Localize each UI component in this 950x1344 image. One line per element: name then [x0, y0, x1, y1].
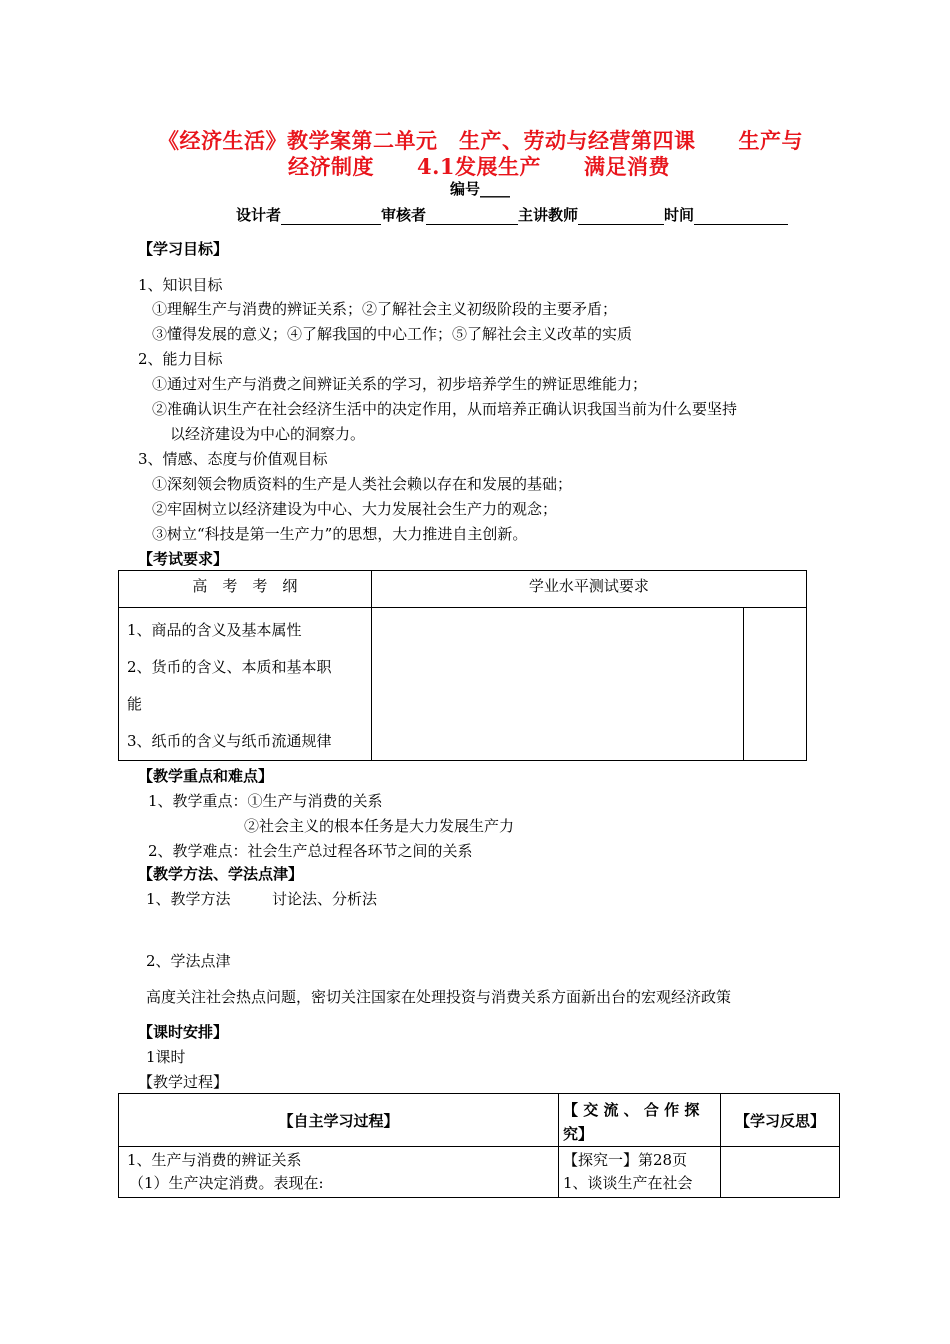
method-label: 1、教学方法	[146, 890, 231, 908]
knowledge-line-2: ③懂得发展的意义；④了解我国的中心工作；⑤了解社会主义改革的实质	[152, 325, 633, 343]
knowledge-line-1: ①理解生产与消费的辨证关系；②了解社会主义初级阶段的主要矛盾；	[152, 300, 618, 318]
methods-heading: 【教学方法、学法点津】	[138, 865, 304, 883]
exam-col1-header: 高 考 考 纲	[119, 571, 372, 608]
title-line-2: 经济制度 4.1发展生产 满足消费	[288, 154, 671, 179]
process-col2-header-line1: 【 交 流 、 合 作 探	[563, 1101, 700, 1119]
ability-line-2: ②准确认识生产在社会经济生活中的决定作用，从而培养正确认识我国当前为什么要坚持	[152, 400, 738, 418]
reviewer-label: 审核者	[381, 206, 427, 224]
reflection-cell	[721, 1147, 840, 1198]
exam-item-2: 2、货币的含义、本质和基本职	[127, 658, 332, 676]
method-value: 讨论法、分析法	[272, 890, 378, 908]
emotion-line-3: ③树立“科技是第一生产力”的思想，大力推进自主创新。	[152, 525, 528, 543]
title-line-1: 《经济生活》教学案第二单元 生产、劳动与经营第四课 生产与	[158, 128, 803, 153]
exam-item-1: 1、商品的含义及基本属性	[127, 621, 302, 639]
ability-line-3: 以经济建设为中心的洞察力。	[170, 425, 366, 443]
ability-title: 2、能力目标	[138, 350, 223, 368]
explore-line1: 【探究一】第28页	[563, 1151, 688, 1169]
process-col2-header	[559, 1094, 721, 1147]
study-label: 2、学法点津	[146, 952, 231, 970]
exam-requirements-cell	[371, 608, 743, 761]
process-table	[118, 1093, 840, 1198]
explore-line2: 1、谈谈生产在社会	[563, 1174, 693, 1192]
knowledge-title: 1、知识目标	[138, 276, 223, 294]
emotion-line-1: ①深刻领会物质资料的生产是人类社会赖以存在和发展的基础；	[152, 475, 573, 493]
process-heading: 【教学过程】	[138, 1073, 229, 1091]
focus-heading: 【教学重点和难点】	[138, 767, 274, 785]
key-point-2: ②社会主义的根本任务是大力发展生产力	[244, 817, 515, 835]
exam-items-cell	[119, 608, 372, 761]
process-row-line1: 1、生产与消费的辨证关系	[127, 1151, 302, 1169]
reviewer-field	[426, 210, 518, 225]
exam-table	[118, 570, 807, 761]
process-col3-header: 【学习反思】	[721, 1094, 840, 1147]
difficulty: 2、教学难点：社会生产总过程各环节之间的关系	[148, 842, 473, 860]
objectives-heading: 【学习目标】	[138, 240, 229, 258]
study-text: 高度关注社会热点问题，密切关注国家在处理投资与消费关系方面新出台的宏观经济政策	[146, 988, 732, 1006]
process-row-line2: （1）生产决定消费。表现在:	[129, 1174, 324, 1192]
designer-field	[281, 210, 381, 225]
designer-label: 设计者	[236, 206, 282, 224]
teacher-field	[578, 210, 664, 225]
roles-line	[236, 204, 788, 225]
exam-item-3: 3、纸币的含义与纸币流通规律	[127, 732, 332, 750]
key-point-1: 1、教学重点：①生产与消费的关系	[148, 792, 383, 810]
process-col2-header-line2: 究】	[563, 1125, 594, 1143]
emotion-title: 3、情感、态度与价值观目标	[138, 450, 328, 468]
schedule-heading: 【课时安排】	[138, 1023, 229, 1041]
teacher-label: 主讲教师	[518, 206, 579, 224]
exam-heading: 【考试要求】	[138, 550, 229, 568]
exam-col2-header: 学业水平测试要求	[371, 571, 806, 608]
ability-line-1: ①通过对生产与消费之间辨证关系的学习，初步培养学生的辨证思维能力；	[152, 375, 648, 393]
time-label: 时间	[664, 206, 695, 224]
time-field	[694, 210, 788, 225]
process-col1-header: 【自主学习过程】	[119, 1094, 559, 1147]
schedule-value: 1课时	[146, 1048, 186, 1066]
number-label: 编号____	[450, 180, 511, 198]
exam-item-2-cont: 能	[127, 695, 143, 713]
process-row-cell	[119, 1147, 559, 1198]
explore-cell	[559, 1147, 721, 1198]
emotion-line-2: ②牢固树立以经济建设为中心、大力发展社会生产力的观念；	[152, 500, 558, 518]
exam-extra-cell	[744, 608, 807, 761]
